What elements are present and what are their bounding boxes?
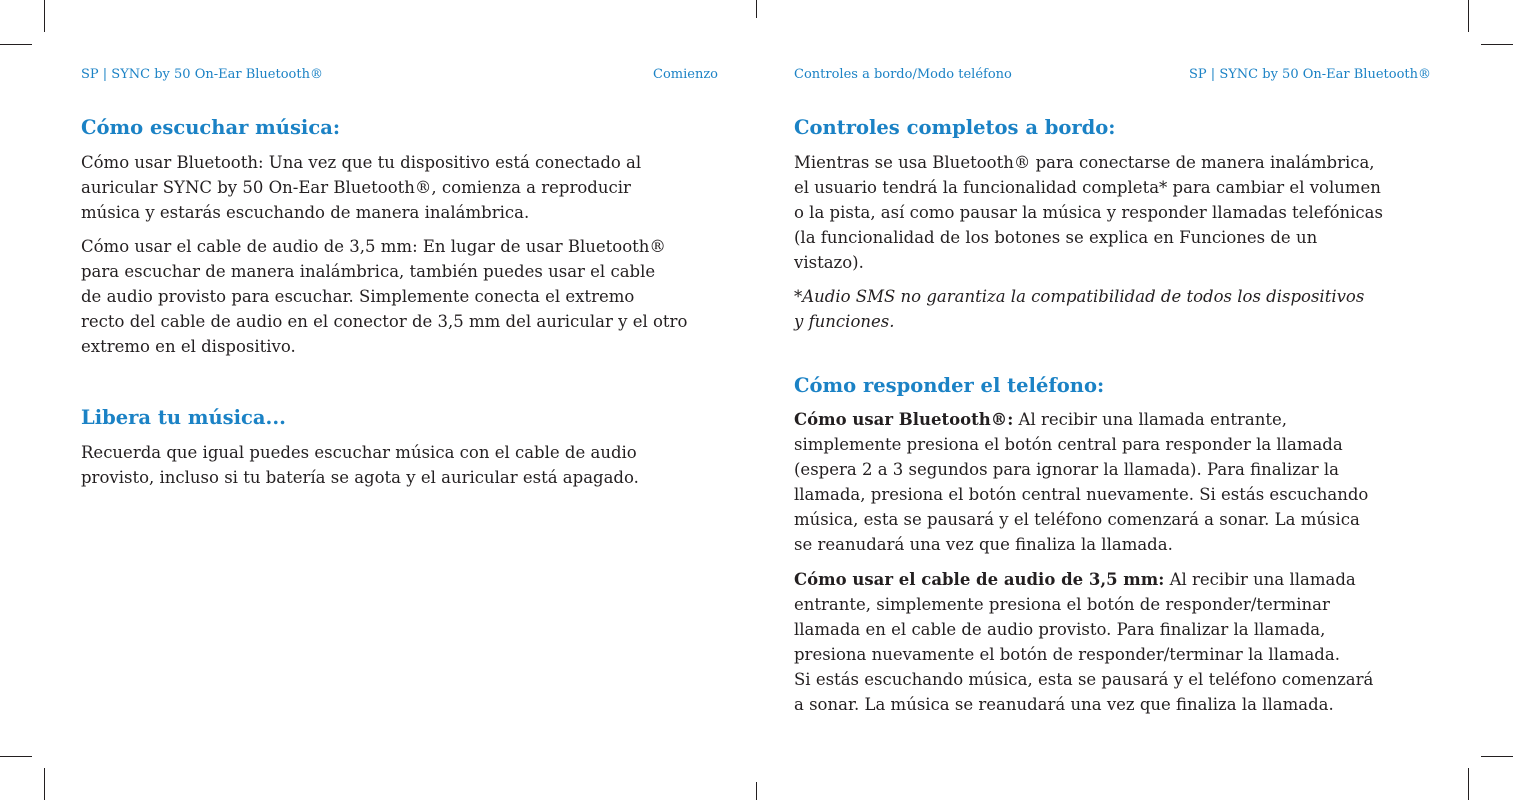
running-head-section: Controles a bordo/Modo teléfono xyxy=(794,67,1012,82)
text-line: vistazo). xyxy=(794,253,864,272)
text-line: *Audio SMS no garantiza la compatibilidad de todos los dispositivos xyxy=(794,287,1365,306)
paragraph-controles xyxy=(794,150,1434,275)
crop-mark xyxy=(0,44,32,45)
text-line: llamada, presiona el botón central nuevamente. Si estás escuchando xyxy=(794,485,1369,504)
text-line: Cómo usar el cable de audio de 3,5 mm: En lugar de usar Bluetooth® xyxy=(81,237,666,256)
left-page xyxy=(81,0,721,800)
text-line: Mientras se usa Bluetooth® para conectarse de manera inalámbrica, xyxy=(794,153,1375,172)
text-line: Si estás escuchando música, esta se pausará y el teléfono comenzará xyxy=(794,670,1374,689)
text-line: a sonar. La música se reanudará una vez que finaliza la llamada. xyxy=(794,695,1334,714)
text-line: Cómo usar Bluetooth: Una vez que tu dispositivo está conectado al xyxy=(81,153,642,172)
right-page xyxy=(794,0,1434,800)
text-line: recto del cable de audio en el conector de 3,5 mm del auricular y el otro xyxy=(81,312,688,331)
crop-mark xyxy=(1481,756,1513,757)
bold-lead: Cómo usar Bluetooth®: xyxy=(794,410,1014,429)
text-line: música, esta se pausará y el teléfono comenzará a sonar. La música xyxy=(794,510,1360,529)
text-line: se reanudará una vez que finaliza la llamada. xyxy=(794,535,1173,554)
crop-mark xyxy=(756,782,757,800)
crop-mark xyxy=(1468,768,1469,800)
crop-mark xyxy=(44,768,45,800)
text-line: de audio provisto para escuchar. Simplemente conecta el extremo xyxy=(81,287,635,306)
footnote-compatibility xyxy=(794,284,1434,334)
running-head-left: SP | SYNC by 50 On-Ear Bluetooth® xyxy=(81,67,323,82)
crop-mark xyxy=(1468,0,1469,32)
running-head-section: Comienzo xyxy=(653,67,718,82)
text-run: Al recibir una llamada entrante, xyxy=(1013,410,1288,429)
text-line: simplemente presiona el botón central para responder la llamada xyxy=(794,435,1343,454)
crop-mark xyxy=(756,0,757,18)
paragraph-bluetooth xyxy=(81,150,721,225)
heading-controles-completos: Controles completos a bordo: xyxy=(794,116,1116,139)
text-line xyxy=(794,407,1434,432)
crop-mark xyxy=(0,756,32,757)
text-line: entrante, simplemente presiona el botón de responder/terminar xyxy=(794,595,1330,614)
text-line: o la pista, así como pausar la música y responder llamadas telefónicas xyxy=(794,203,1383,222)
text-run: Al recibir una llamada xyxy=(1164,570,1356,589)
text-line: y funciones. xyxy=(794,312,895,331)
text-line: música y estarás escuchando de manera inalámbrica. xyxy=(81,203,530,222)
text-line: llamada en el cable de audio provisto. Para finalizar la llamada, xyxy=(794,620,1326,639)
crop-mark xyxy=(1481,44,1513,45)
paragraph-audio-cable xyxy=(81,234,721,359)
heading-como-responder: Cómo responder el teléfono: xyxy=(794,374,1105,397)
text-line: presiona nuevamente el botón de responder/terminar la llamada. xyxy=(794,645,1340,664)
text-line: el usuario tendrá la funcionalidad completa* para cambiar el volumen xyxy=(794,178,1381,197)
paragraph-libera xyxy=(81,440,721,490)
text-line: Recuerda que igual puedes escuchar música con el cable de audio xyxy=(81,443,637,462)
text-line: extremo en el dispositivo. xyxy=(81,337,296,356)
paragraph-responder-bluetooth xyxy=(794,407,1434,557)
text-line xyxy=(794,567,1434,592)
text-line: (espera 2 a 3 segundos para ignorar la llamada). Para finalizar la xyxy=(794,460,1339,479)
heading-como-escuchar-musica: Cómo escuchar música: xyxy=(81,116,341,139)
running-head-right: SP | SYNC by 50 On-Ear Bluetooth® xyxy=(1189,67,1431,82)
paragraph-responder-cable xyxy=(794,567,1434,717)
bold-lead: Cómo usar el cable de audio de 3,5 mm: xyxy=(794,570,1165,589)
text-line: (la funcionalidad de los botones se explica en Funciones de un xyxy=(794,228,1318,247)
crop-mark xyxy=(44,0,45,32)
heading-libera-tu-musica: Libera tu música... xyxy=(81,406,286,429)
text-line: auricular SYNC by 50 On-Ear Bluetooth®, comienza a reproducir xyxy=(81,178,631,197)
text-line: para escuchar de manera inalámbrica, también puedes usar el cable xyxy=(81,262,656,281)
text-line: provisto, incluso si tu batería se agota y el auricular está apagado. xyxy=(81,468,639,487)
